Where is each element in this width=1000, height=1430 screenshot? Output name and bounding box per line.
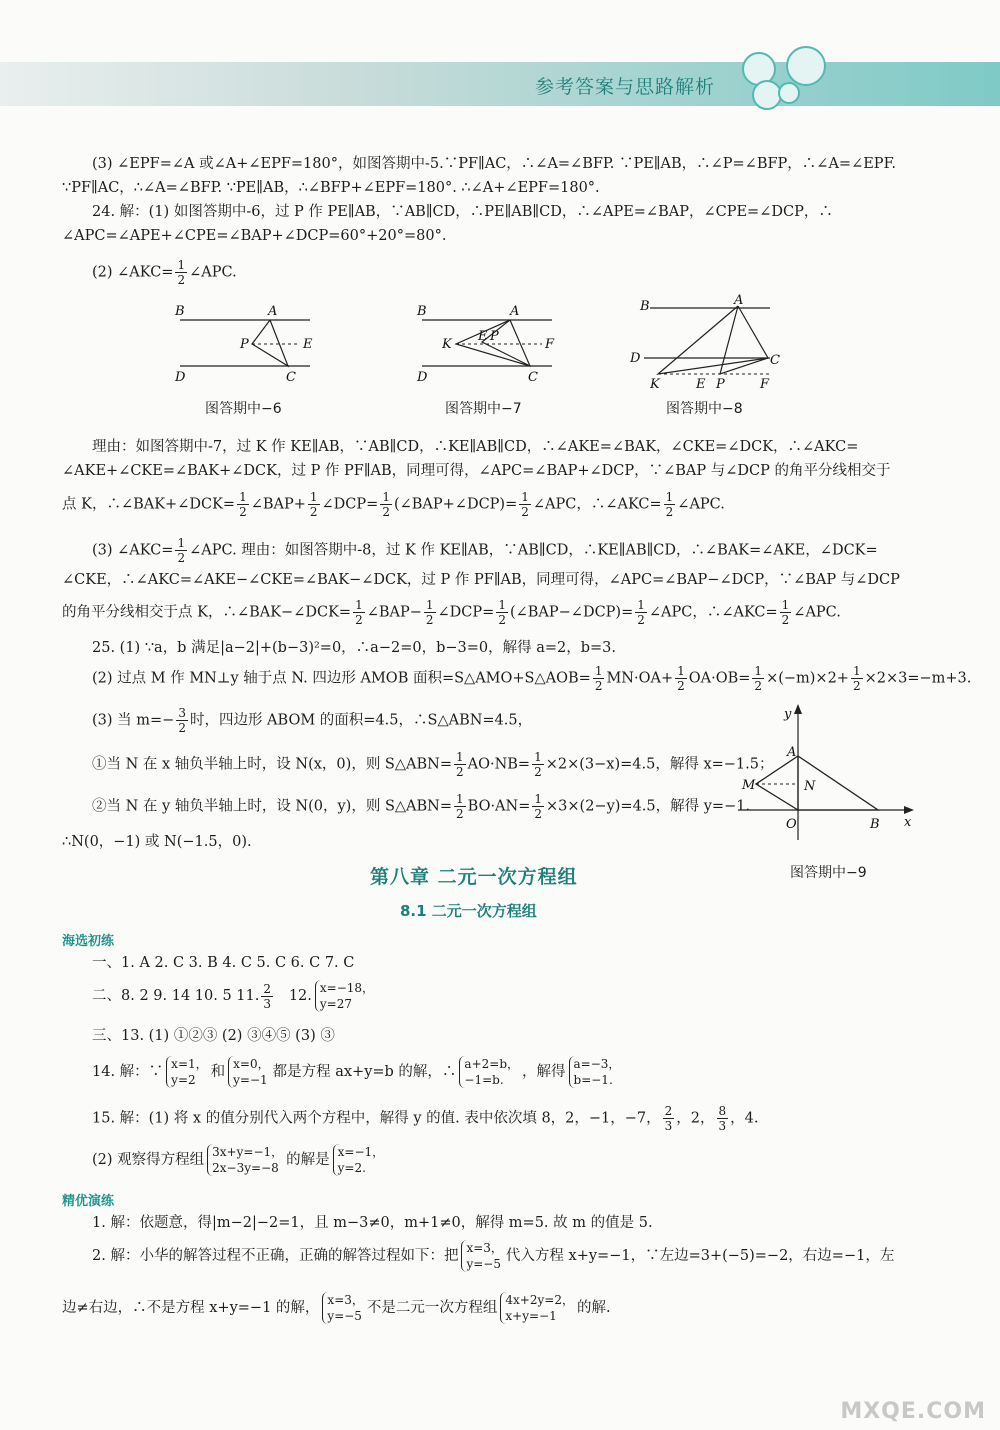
text-line: 二、8. 2 9. 14 10. 5 11. $\frac{2}{3}$ 12. x=−18， y=27 (92, 981, 375, 1011)
text: ∠APC. (189, 264, 237, 281)
figure-8-diagram (630, 292, 790, 390)
text-line (92, 258, 237, 287)
label: C (770, 353, 780, 368)
text-line: 的角平分线相交于点 K，∴∠BAK−∠DCK= $\frac{1}{2}$ ∠BAP− $\frac{1}{2}$ ∠DCP= $\frac{1}{2}$ (∠BAP−∠DCP)= $\frac{1}{2}$ ∠APC，∴∠AKC= $\frac{1}{2}$ ∠APC. (62, 598, 841, 627)
figure-6-diagram (170, 298, 320, 388)
text-line: 三、13. (1) ①②③ (2) ③④⑤ (3) ③ (92, 1028, 335, 1044)
label: D (175, 370, 186, 385)
figure-9-diagram (738, 700, 918, 845)
text-line: ∠APC=∠APE+∠CPE=∠BAP+∠DCP=60°+20°=80°. (62, 228, 447, 244)
label: A (268, 304, 278, 319)
text-line: (2) 过点 M 作 MN⊥y 轴于点 N. 四边形 AMOB 面积=S△AMO+S△AOB= $\frac{1}{2}$ MN·OA+ $\frac{1}{2}$ OA·OB= $\frac{1}{2}$ ×(−m)×2+ $\frac{1}{2}$ ×2×3=−m+3. (92, 664, 972, 693)
label: P (716, 377, 725, 390)
label: O (786, 817, 797, 832)
label: K (650, 377, 660, 390)
figure-9 (738, 700, 918, 849)
text-line: 14. 解：∵ x=1， y=2 和 x=0， y=−1 都是方程 ax+y=b 的解，∴ a+2=b， −1=b. ，解得 a=−3， b=−1. (92, 1057, 621, 1087)
bubble-decoration (778, 82, 800, 104)
text-line: 一、1. A 2. C 3. B 4. C 5. C 6. C 7. C (92, 955, 355, 971)
text-line: ①当 N 在 x 轴负半轴上时，设 N(x，0)，则 S△ABN= $\frac{1}{2}$ AO·NB= $\frac{1}{2}$ ×2×(3−x)=4.5，解得 x=−1.5； (92, 750, 774, 779)
text-line: ∵PF∥AC，∴∠A=∠BFP. ∵PE∥AB，∴∠BFP+∠EPF=180°. ∴∠A+∠EPF=180°. (62, 180, 600, 196)
text-line: ∠CKE，∴∠AKC=∠AKE−∠CKE=∠BAK−∠DCK，过 P 作 PF∥AB，同理可得，∠APC=∠BAP−∠DCP，∵∠BAP 与∠DCP (62, 572, 900, 588)
label: C (286, 370, 296, 385)
label: A (510, 304, 520, 319)
section-tag: 海选初练 (62, 934, 115, 949)
label: y (784, 707, 792, 722)
label: F (545, 337, 555, 352)
figure-8 (630, 292, 790, 394)
label: B (175, 304, 185, 319)
text: (2) ∠AKC= (92, 264, 174, 281)
text-line: (3) ∠AKC= $\frac{1}{2}$ ∠APC. 理由：如图答期中-8，过 K 作 KE∥AB，∵AB∥CD，∴KE∥AB∥CD，∴∠BAK=∠AKE，∠DCK= (92, 536, 878, 565)
text-line: ∠AKE+∠CKE=∠BAK+∠DCK，过 P 作 PF∥AB，同理可得，∠APC=∠BAP+∠DCP，∵∠BAP 与∠DCP 的角平分线相交于 (62, 463, 891, 479)
section-tag: 精优演练 (62, 1194, 115, 1209)
text-line: (2) 观察得方程组 3x+y=−1， 2x−3y=−8 的解是 x=−1， y=2. (92, 1145, 385, 1175)
text-line: ②当 N 在 y 轴负半轴上时，设 N(0，y)，则 S△ABN= $\frac{1}{2}$ BO·AN= $\frac{1}{2}$ ×3×(2−y)=4.5，解得 y=−1. (92, 792, 751, 821)
caption: 图答期中−6 (205, 401, 282, 417)
section-title: 8.1 二元一次方程组 (400, 902, 537, 920)
text-line: 点 K，∴∠BAK+∠DCK= $\frac{1}{2}$ ∠BAP+ $\frac{1}{2}$ ∠DCP= $\frac{1}{2}$ (∠BAP+∠DCP)= $\frac{1}{2}$ ∠APC，∴∠AKC= $\frac{1}{2}$ ∠APC. (62, 490, 725, 519)
label: B (870, 817, 880, 832)
label: F (760, 377, 770, 390)
header-title: 参考答案与思路解析 (534, 76, 715, 98)
fraction: $\frac{1}{2}$ (177, 258, 186, 287)
header-bar (0, 62, 1000, 106)
text-line: (3) ∠EPF=∠A 或∠A+∠EPF=180°，如图答期中-5.∵PF∥AC，∴∠A=∠BFP. ∵PE∥AB，∴∠P=∠BFP，∴∠A=∠EPF. (92, 156, 896, 172)
caption: 图答期中−9 (790, 865, 867, 881)
label: E (303, 337, 313, 352)
label: D (630, 351, 641, 366)
label: E (478, 329, 488, 344)
caption: 图答期中−7 (445, 401, 522, 417)
label: E (696, 377, 706, 390)
text-line: (3) 当 m=− $\frac{3}{2}$ 时，四边形 ABOM 的面积=4.5，∴S△ABN=4.5， (92, 706, 533, 735)
label: A (787, 745, 797, 760)
label: P (240, 337, 249, 352)
text-line: 1. 解：依题意，得|m−2|−2=1，且 m−3≠0，m+1≠0，解得 m=5. 故 m 的值是 5. (92, 1215, 653, 1231)
figure-7 (412, 298, 562, 392)
text-line: 15. 解：(1) 将 x 的值分别代入两个方程中，解得 y 的值. 表中依次填 8，2，−1，−7， $\frac{2}{3}$ ，2， $\frac{8}{3}$ ，4. (92, 1104, 759, 1133)
bubble-decoration (786, 46, 826, 86)
watermark: MXQE.COM (840, 1399, 986, 1424)
text-line: 理由：如图答期中-7，过 K 作 KE∥AB，∵AB∥CD，∴KE∥AB∥CD，∴∠AKE=∠BAK，∠CKE=∠DCK，∴∠AKC= (92, 439, 859, 455)
text-line: ∴N(0，−1) 或 N(−1.5，0). (62, 834, 252, 850)
label: P (490, 329, 499, 344)
text-line: 25. (1) ∵a，b 满足|a−2|+(b−3)²=0，∴a−2=0，b−3=0，解得 a=2，b=3. (92, 640, 616, 656)
label: x (904, 815, 912, 830)
label: D (417, 370, 428, 385)
label: A (734, 293, 744, 308)
caption: 图答期中−8 (666, 401, 743, 417)
label: N (804, 779, 816, 794)
figure-6 (170, 298, 320, 392)
chapter-title: 第八章 二元一次方程组 (370, 866, 578, 888)
figure-7-diagram (412, 298, 562, 388)
label: B (640, 299, 650, 314)
label: C (528, 370, 538, 385)
text-line: 24. 解：(1) 如图答期中-6，过 P 作 PE∥AB，∵AB∥CD，∴PE∥AB∥CD，∴∠APE=∠BAP，∠CPE=∠DCP，∴ (92, 204, 833, 220)
label: K (442, 337, 452, 352)
text-line: 边≠右边，∴不是方程 x+y=−1 的解， x=3， y=−5 不是二元一次方程组 4x+2y=2， x+y=−1 的解. (62, 1293, 611, 1323)
text-line: 2. 解：小华的解答过程不正确，正确的解答过程如下：把 x=3， y=−5 代入方程 x+y=−1，∵左边=3+(−5)=−2，右边=−1，左 (92, 1241, 895, 1271)
label: M (742, 778, 756, 793)
label: B (417, 304, 427, 319)
